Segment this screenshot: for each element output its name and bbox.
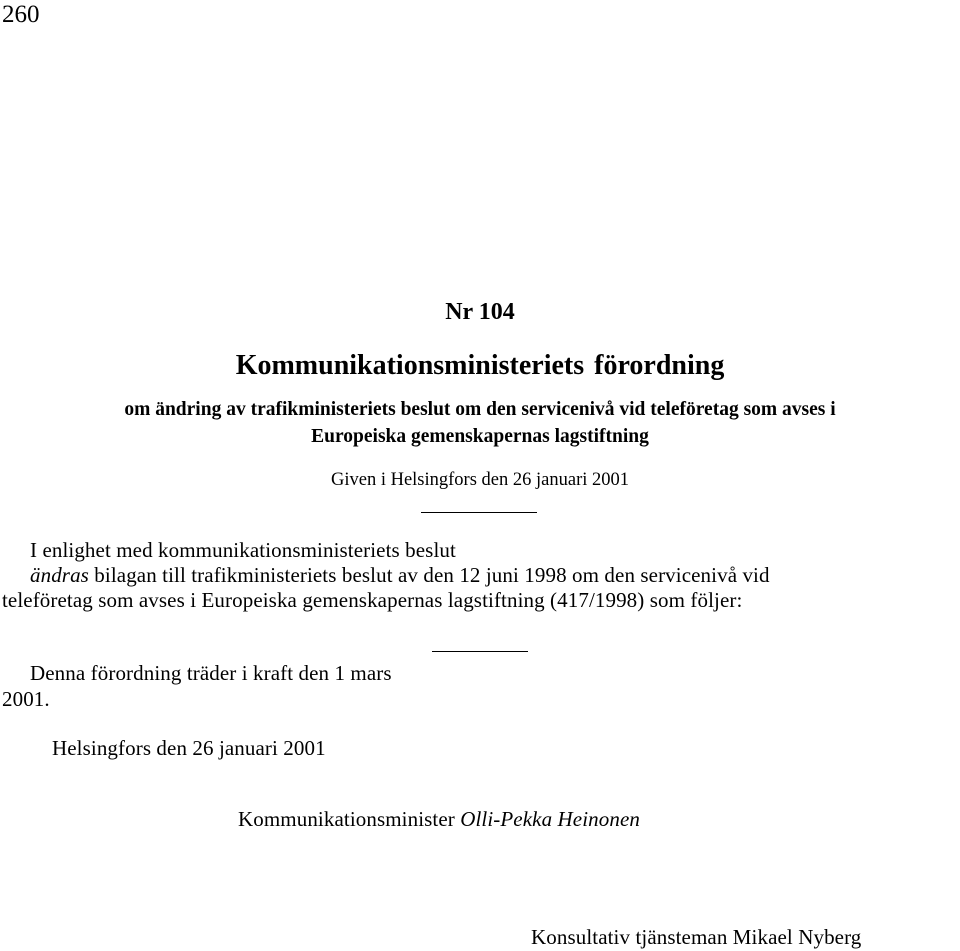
- document-number: Nr 104: [445, 299, 515, 325]
- amendment-line-1-rest: bilagan till trafikministeriets beslut av den 12 juni 1998 om den servicenivå vid: [88, 563, 770, 587]
- page-number: 260: [2, 1, 40, 28]
- amendment-line-1: [30, 562, 770, 588]
- minister-signature: [238, 806, 640, 832]
- minister-title: Kommunikationsminister: [238, 807, 455, 831]
- preamble-text: I enlighet med kommunikationsministeriets beslut: [30, 538, 456, 562]
- amendment-line-2: teleföretag som avses i Europeiska gemenskapernas lagstiftning (417/1998) som följer:: [2, 588, 743, 612]
- consultant-signature: Konsultativ tjänsteman Mikael Nyberg: [531, 925, 862, 949]
- divider-rule: [421, 512, 537, 513]
- amend-keyword: ändras: [30, 563, 89, 587]
- subtitle-line-1: om ändring av trafikministeriets beslut om den servicenivå vid teleföretag som avses i: [124, 399, 836, 420]
- entry-into-force-line-1: Denna förordning träder i kraft den 1 mars: [30, 661, 392, 685]
- place-date: Helsingfors den 26 januari 2001: [52, 736, 326, 760]
- divider-rule: [432, 651, 528, 652]
- entry-into-force-line-2: 2001.: [2, 687, 50, 711]
- given-line: Given i Helsingfors den 26 januari 2001: [331, 470, 629, 490]
- document-title: Kommunikationsministeriets förordning: [235, 350, 725, 381]
- subtitle-line-2: Europeiska gemenskapernas lagstiftning: [311, 426, 649, 447]
- minister-name: Olli-Pekka Heinonen: [460, 807, 640, 831]
